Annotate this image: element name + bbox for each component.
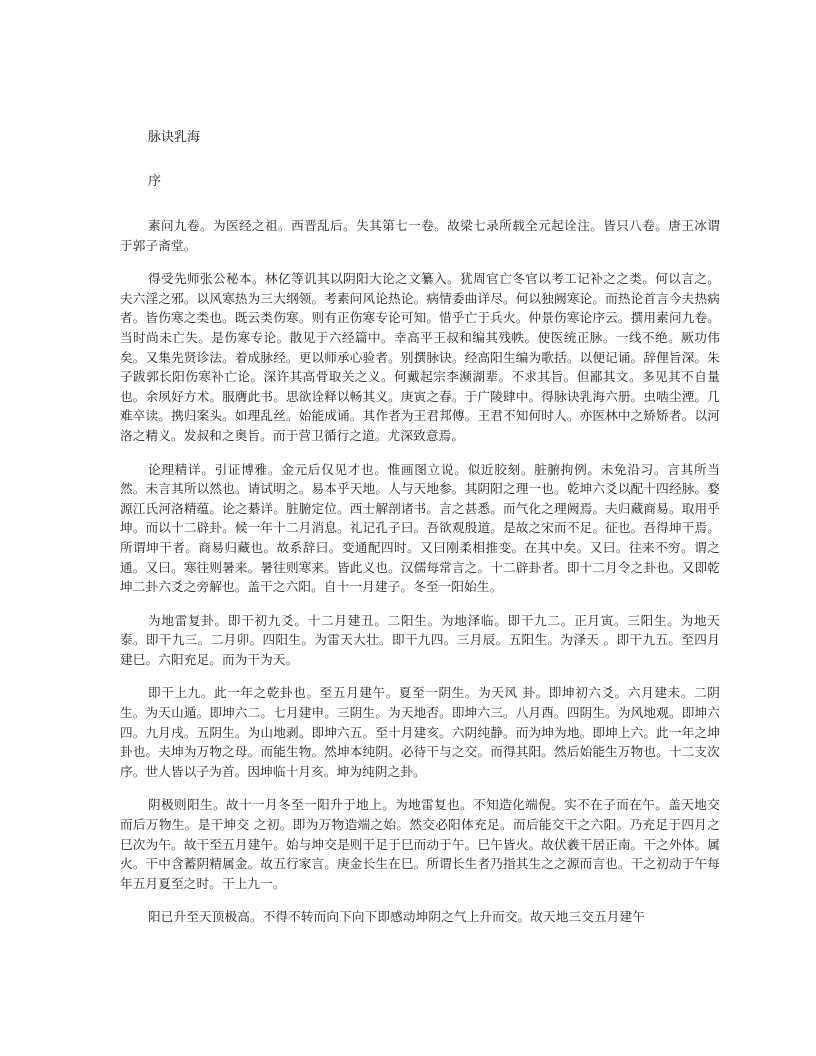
- body-paragraph: 素问九卷。为医经之祖。西晋乱后。失其第七一卷。故梁七录所载全元起诠注。皆只八卷。唐王冰谓于郭子斋堂。: [120, 218, 720, 253]
- document-title: 脉诀乳海: [148, 130, 201, 145]
- body-paragraph: 为地雷复卦。即干初九爻。十二月建丑。二阳生。为地泽临。即干九二。正月寅。三阳生。为地天泰。即干九三。二月卯。四阳生。为雷天大壮。即干九四。三月辰。五阳生。为泽天 。即干九五。至四月建巳。六阳充足。而为干为天。: [120, 612, 720, 667]
- body-paragraph: 阳已升至天顶极高。不得不转而向下向下即感动坤阴之气上升而交。故天地三交五月建午: [148, 909, 646, 925]
- body-paragraph: 论理精详。引证博雅。金元后仅见才也。惟画图立说。似近胶刻。脏腑拘例。未免沿习。言其所当然。未言其所以然也。请试明之。易本乎天地。人与天地参。其阴阳之理一也。乾坤六爻以配十四经脉。婺源江氏河洛精蕴。论之綦详。脏腑定位。西士解剖诸书。言之甚悉。而气化之理阙焉。夫归藏商易。取用乎坤。而以十二辟卦。候一年十二月消息。礼记孔子曰。吾欲观殷道。是故之宋而不足。征也。吾得坤干焉。所谓坤干者。商易归藏也。故系辞曰。变通配四时。又曰刚柔相推变。在其中矣。又曰。往来不穷。谓之通。又曰。寒往则暑来。暑往则寒来。皆此义也。汉儒每常言之。十二辟卦者。即十二月令之卦也。又即乾坤二卦六爻之旁解也。盖干之六阳。自十一月建子。冬至一阳始生。: [120, 461, 720, 595]
- body-paragraph: 得受先师张公秘本。林亿等讥其以阴阳大论之文纂入。犹周官亡冬官以考工记补之之类。何以言之。夫六淫之邪。以风寒热为三大纲领。考素问风论热论。病情委曲详尽。何以独阙寒论。而热论首言今夫热病者。皆伤寒之类也。既云类伤寒。则有正伤寒专论可知。惜乎亡于兵火。仲景伤寒论序云。撰用素问九卷。当时尚未亡失。是伤寒专论。散见于六经篇中。幸高平王叔和编其残帙。使医统正脉。一线不绝。厥功伟矣。又集先贤诊法。着成脉经。更以师承心验者。别撰脉诀。经高阳生编为歌括。以便记诵。辞俚旨深。朱子跋郭长阳伤寒补亡论。深许其高骨取关之义。何戴起宗李濒湖辈。不求其旨。但鄙其文。多见其不自量也。余夙好方术。服膺此书。思欲诠释以畅其义。庚寅之春。于广陵肆中。得脉诀乳海六册。虫啮尘湮。几难卒读。携归案头。如理乱丝。始能成诵。其作者为王君邦傅。王君不知何时人。亦医林中之矫矫者。以河洛之精义。发叔和之奥旨。而于营卫循行之道。尤深致意焉。: [120, 271, 720, 443]
- preface-heading: 序: [148, 174, 162, 189]
- body-paragraph: 即干上九。此一年之乾卦也。至五月建午。夏至一阴生。为天风 卦。即坤初六爻。六月建未。二阴生。为天山遁。即坤六二。七月建申。三阴生。为天地否。即坤六三。八月酉。四阴生。为风地观。即坤六四。九月戌。五阴生。为山地剥。即坤六五。至十月建亥。六阴纯静。而为坤为地。即坤上六。此一年之坤卦也。夫坤为万物之母。而能生物。然坤本纯阴。必待干与之交。而得其阳。然后始能生万物也。十二支次序。世人皆以子为首。因坤临十月亥。坤为纯阴之卦。: [120, 685, 720, 779]
- body-paragraph: 阴极则阳生。故十一月冬至一阳升于地上。为地雷复也。不知造化端倪。实不在子而在午。盖天地交而后万物生。是干坤交 之初。即为万物造端之始。然交必阳体充足。而后能交干之六阳。乃充足于四月之巳次为午。故干至五月建午。始与坤交是则干足于巳而动于午。巳午皆火。故伏羲干居正南。干之外体。属火。干中含蓄阴精属金。故五行家言。庚金长生在巳。所谓长生者乃指其生之之源而言也。干之初动于午每年五月夏至之时。干上九一。: [120, 797, 720, 891]
